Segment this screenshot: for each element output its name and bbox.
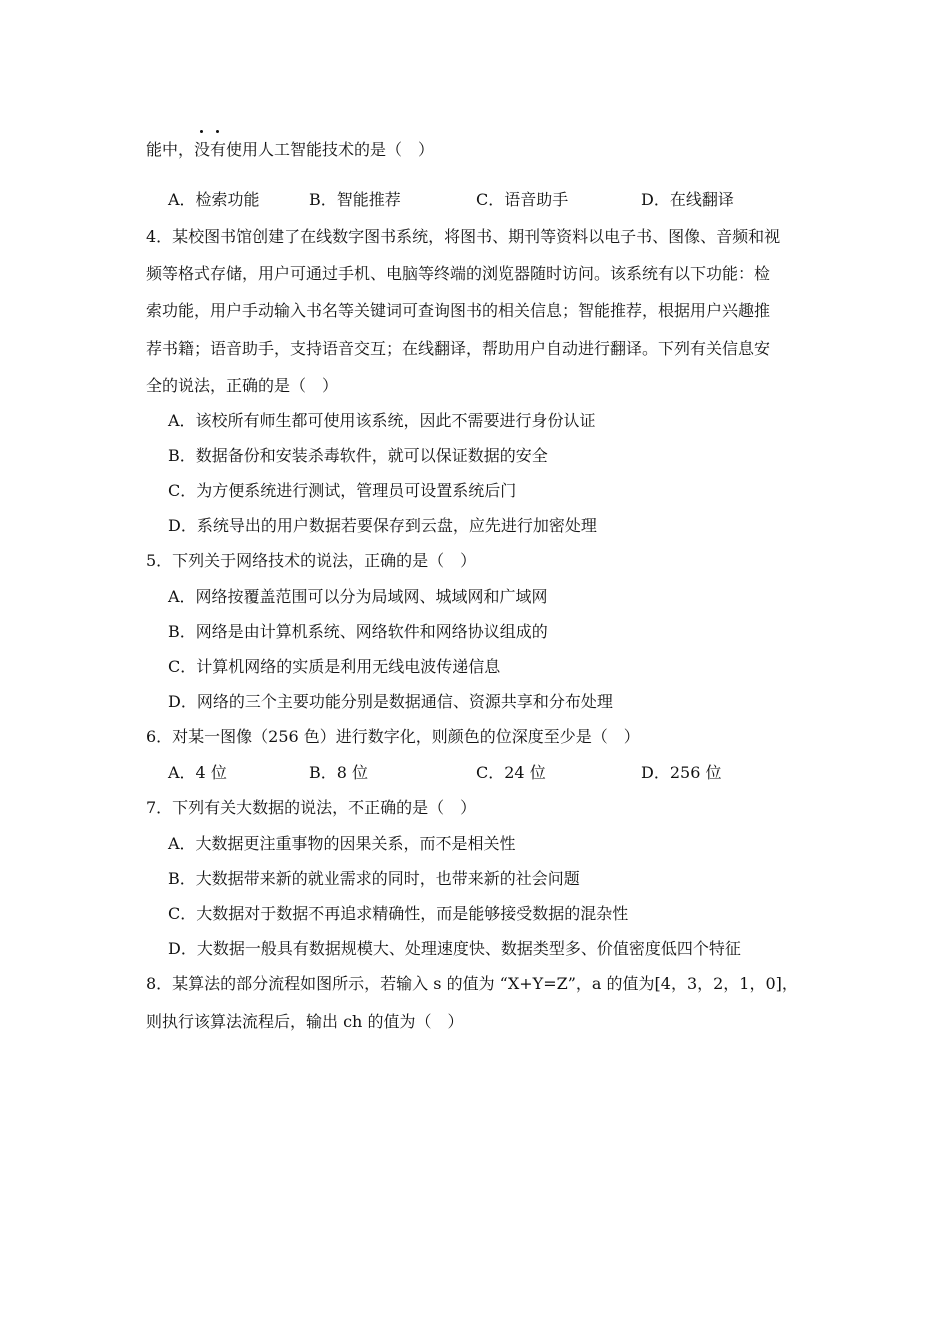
- q5-stem: 5．下列关于网络技术的说法，正确的是（ ）: [146, 551, 477, 570]
- q4-stem-line-1: 4．某校图书馆创建了在线数字图书系统，将图书、期刊等资料以电子书、图像、音频和视: [146, 227, 781, 246]
- q4-stem-line-4: 荐书籍；语音助手，支持语音交互；在线翻译，帮助用户自动进行翻译。下列有关信息安: [146, 339, 771, 358]
- emphasis-dot: [216, 130, 219, 133]
- q3-option-a: A．检索功能: [168, 190, 260, 209]
- q4-stem-line-5: 全的说法，正确的是（ ）: [146, 376, 339, 395]
- q6-stem: 6．对某一图像（256 色）进行数字化，则颜色的位深度至少是（ ）: [146, 727, 640, 746]
- q6-option-d: D．256 位: [641, 763, 722, 782]
- q7-option-c: C．大数据对于数据不再追求精确性，而是能够接受数据的混杂性: [168, 904, 629, 923]
- emphasis-dot: [200, 130, 203, 133]
- q4-option-c: C．为方便系统进行测试，管理员可设置系统后门: [168, 481, 517, 500]
- q6-option-a: A．4 位: [168, 763, 227, 782]
- q4-stem-line-2: 频等格式存储，用户可通过手机、电脑等终端的浏览器随时访问。该系统有以下功能：检: [146, 264, 771, 283]
- q7-option-a: A．大数据更注重事物的因果关系，而不是相关性: [168, 834, 516, 853]
- q7-option-d: D．大数据一般具有数据规模大、处理速度快、数据类型多、价值密度低四个特征: [168, 939, 741, 958]
- q3-emphasis-char-2: 有: [210, 140, 226, 160]
- q8-stem-line-2: 则执行该算法流程后，输出 ch 的值为（ ）: [146, 1012, 464, 1031]
- q3-stem-prefix: 能中，: [146, 140, 195, 159]
- q5-option-c: C．计算机网络的实质是利用无线电波传递信息: [168, 657, 501, 676]
- q5-option-d: D．网络的三个主要功能分别是数据通信、资源共享和分布处理: [168, 692, 613, 711]
- q7-stem: 7．下列有关大数据的说法，不正确的是（ ）: [146, 798, 477, 817]
- q6-option-c: C．24 位: [476, 763, 546, 782]
- q3-option-d: D．在线翻译: [641, 190, 734, 209]
- q8-stem-line-1: 8．某算法的部分流程如图所示，若输入 s 的值为 “X+Y=Z”，a 的值为[4，3，2，1，0]，: [146, 974, 798, 993]
- q4-option-d: D．系统导出的用户数据若要保存到云盘，应先进行加密处理: [168, 516, 597, 535]
- q3-stem-suffix: 使用人工智能技术的是（ ）: [226, 140, 435, 159]
- q4-option-a: A．该校所有师生都可使用该系统，因此不需要进行身份认证: [168, 411, 596, 430]
- q7-option-b: B．大数据带来新的就业需求的同时，也带来新的社会问题: [168, 869, 580, 888]
- q4-option-b: B．数据备份和安装杀毒软件，就可以保证数据的安全: [168, 446, 548, 465]
- q5-option-b: B．网络是由计算机系统、网络软件和网络协议组成的: [168, 622, 548, 641]
- q5-option-a: A．网络按覆盖范围可以分为局域网、城域网和广域网: [168, 587, 548, 606]
- q3-option-c: C．语音助手: [476, 190, 569, 209]
- q3-stem: [146, 140, 434, 160]
- q3-emphasis-char-1: 没: [194, 140, 210, 160]
- q4-stem-line-3: 索功能，用户手动输入书名等关键词可查询图书的相关信息；智能推荐，根据用户兴趣推: [146, 301, 771, 320]
- q6-option-b: B．8 位: [309, 763, 369, 782]
- q3-option-b: B．智能推荐: [309, 190, 401, 209]
